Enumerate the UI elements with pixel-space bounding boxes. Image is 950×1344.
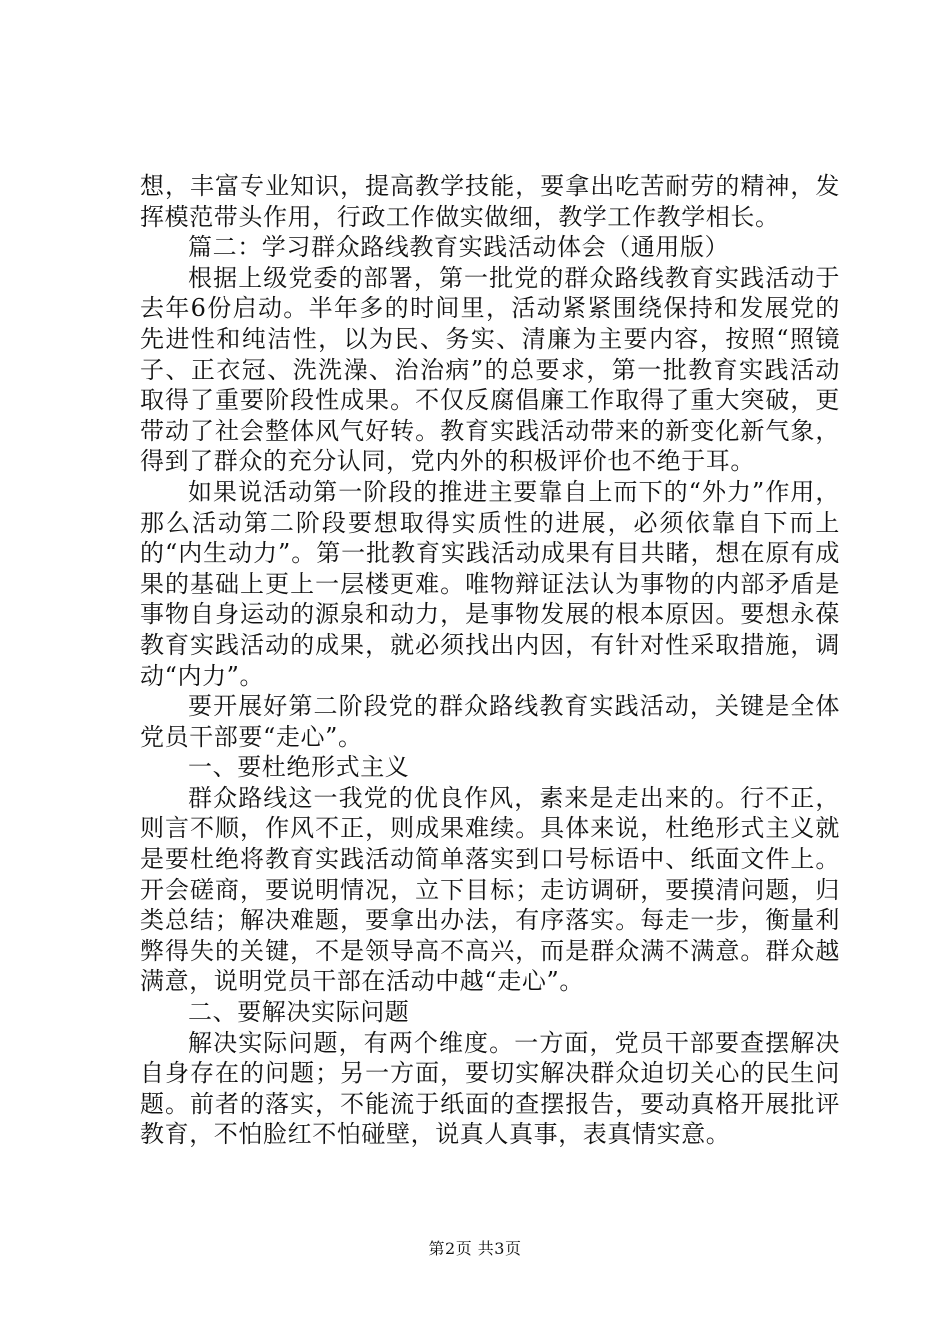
paragraph-key-point: 要开展好第二阶段党的群众路线教育实践活动，关键是全体党员干部要“走心”。 [140,692,840,751]
article-title: 篇二：学习群众路线教育实践活动体会（通用版） [188,233,730,262]
page-number-footer: 第2页 共3页 [428,1239,522,1258]
section-heading-1: 一、要杜绝形式主义 [188,753,410,782]
paragraph-inner-force: 如果说活动第一阶段的推进主要靠自上而下的“外力”作用，那么活动第二阶段要想取得实质性的进展，必须依靠自下而上的“内生动力”。第一批教育实践活动成果有目共睹，想在原有成果的基础上更上一层楼更难。唯物辩证法认为事物的内部矛盾是事物自身运动的源泉和动力，是事物发展的根本原因。要想永葆教育实践活动的成果，就必须找出内因，有针对性采取措施，调动“内力”。 [140,477,840,690]
document-body [140,171,840,1150]
paragraph-section-1: 群众路线这一我党的优良作风，素来是走出来的。行不正，则言不顺，作风不正，则成果难续。具体来说，杜绝形式主义就是要杜绝将教育实践活动简单落实到口号标语中、纸面文件上。开会磋商，要说明情况，立下目标；走访调研，要摸清问题，归类总结；解决难题，要拿出办法，有序落实。每走一步，衡量利弊得失的关键，不是领导高不高兴，而是群众满不满意。群众越满意，说明党员干部在活动中越“走心”。 [140,783,840,996]
paragraph-continuation: 想，丰富专业知识，提高教学技能，要拿出吃苦耐劳的精神，发挥模范带头作用，行政工作做实做细，教学工作教学相长。 [140,172,840,231]
paragraph-section-2: 解决实际问题，有两个维度。一方面，党员干部要查摆解决自身存在的问题；另一方面，要切实解决群众迫切关心的民生问题。前者的落实，不能流于纸面的查摆报告，要动真格开展批评教育，不怕脸红不怕碰壁，说真人真事，表真情实意。 [140,1028,840,1149]
paragraph-background: 根据上级党委的部署，第一批党的群众路线教育实践活动于去年6份启动。半年多的时间里，活动紧紧围绕保持和发展党的先进性和纯洁性，以为民、务实、清廉为主要内容，按照“照镜子、正衣冠、洗洗澡、治治病”的总要求，第一批教育实践活动取得了重要阶段性成果。不仅反腐倡廉工作取得了重大突破，更带动了社会整体风气好转。教育实践活动带来的新变化新气象，得到了群众的充分认同，党内外的积极评价也不绝于耳。 [140,263,840,476]
section-heading-2: 二、要解决实际问题 [188,998,410,1027]
